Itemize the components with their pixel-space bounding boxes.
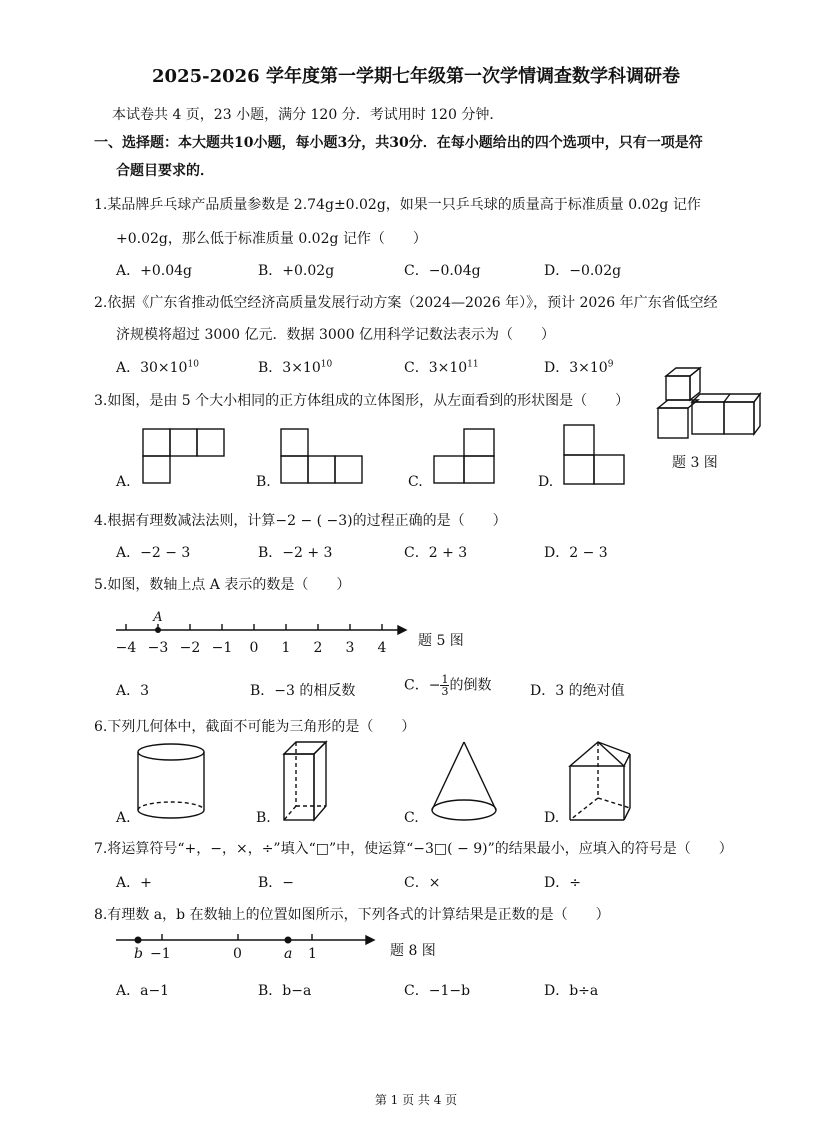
- q8-option-d: D．b÷a: [544, 983, 599, 999]
- q8-option-b: B．b−a: [258, 983, 312, 999]
- q5-option-d: D．3 的绝对值: [530, 683, 625, 699]
- q3-option-b: B.: [256, 474, 271, 490]
- q5-point-a: [155, 627, 161, 633]
- q5-tick-label: 3: [345, 640, 355, 656]
- question-1-text: 1.某品牌乒乓球产品质量参数是 2.74g±0.02g，如果一只乒乓球的质量高于标准质量 0.02g 记作: [94, 197, 701, 213]
- q5-option-c: C．− $\frac{1}{3}$ 的倒数: [404, 673, 492, 698]
- q2-option-b: B．$3\times 10^{10}$: [258, 359, 333, 376]
- q2-option-c: C．$3\times 10^{11}$: [404, 359, 479, 376]
- q3-option-b-figure: [280, 428, 366, 486]
- q4-option-c: C．2 + 3: [404, 545, 468, 561]
- question-2-text: 2.依据《广东省推动低空经济高质量发展行动方案（2024—2026 年）》，预计 2026 年广东省低空经: [94, 295, 718, 311]
- q5-tick-label: 1: [281, 640, 291, 656]
- q6-option-b: B.: [256, 810, 271, 826]
- q3-figure-caption: 题 3 图: [672, 455, 718, 471]
- q2-option-d: D．$3\times 10^9$: [544, 359, 614, 376]
- q2-option-a: A．$30\times 10^{10}$: [116, 359, 199, 376]
- q7-option-b: B．−: [258, 875, 295, 891]
- q3-option-a-figure: [142, 428, 228, 486]
- q5-tick-label: −1: [211, 640, 233, 656]
- question-4-text: 4.根据有理数减法法则，计算−2 − ( −3)的过程正确的是（ ）: [94, 513, 507, 529]
- q3-option-a: A.: [116, 474, 131, 490]
- q8-label-zero: 0: [233, 946, 242, 962]
- q5-tick-label: −4: [115, 640, 137, 656]
- q3-option-d: D.: [538, 474, 554, 490]
- page-title: 2025-2026 学年度第一学期七年级第一次学情调查数学科调研卷: [152, 66, 680, 87]
- q8-label-minus-one: −1: [150, 946, 171, 962]
- question-8-text: 8.有理数 a，b 在数轴上的位置如图所示，下列各式的计算结果是正数的是（ ）: [94, 907, 610, 923]
- q8-option-c: C．−1−b: [404, 983, 471, 999]
- question-2-text-cont: 济规模将超过 3000 亿元．数据 3000 亿用科学记数法表示为（ ）: [116, 327, 556, 343]
- q8-label-b: b: [134, 946, 143, 962]
- question-1-text-cont: +0.02g，那么低于标准质量 0.02g 记作（ ）: [116, 231, 427, 247]
- q4-option-a: A．−2 − 3: [116, 545, 191, 561]
- q5-axis-arrow: [398, 626, 406, 634]
- q3-option-c-figure: [432, 428, 496, 486]
- q3-solid-figure: [656, 366, 762, 442]
- q3-option-c: C.: [408, 474, 423, 490]
- q5-option-b: B．−3 的相反数: [250, 683, 356, 699]
- q7-option-d: D．÷: [544, 875, 581, 891]
- section-heading-cont: 合题目要求的．: [116, 163, 214, 179]
- intro-text: 本试卷共 4 页，23 小题，满分 120 分．考试用时 120 分钟．: [112, 107, 504, 123]
- q8-label-a: a: [284, 946, 293, 962]
- q5-tick-label: −2: [179, 640, 201, 656]
- q5-tick-label: 0: [249, 640, 259, 656]
- question-3-text: 3.如图，是由 5 个大小相同的正方体组成的立体图形，从左面看到的形状图是（ ）: [94, 393, 630, 409]
- q6-cone-figure: [428, 740, 504, 824]
- q6-triangular-prism-figure: [566, 740, 636, 826]
- q6-option-c: C.: [404, 810, 419, 826]
- q5-option-a: A．3: [116, 683, 150, 699]
- q1-option-b: B．+0.02g: [258, 263, 335, 279]
- q5-tick-label: −3: [147, 640, 169, 656]
- q5-number-line: [114, 604, 414, 658]
- q8-label-one: 1: [308, 946, 317, 962]
- page-footer: 第 1 页 共 4 页: [374, 1093, 458, 1107]
- question-7-text: 7.将运算符号“+，−，×，÷”填入“□”中，使运算“−3□( − 9)”的结果最小，应填入的符号是（ ）: [94, 841, 733, 857]
- q3-option-d-figure: [562, 424, 626, 486]
- q8-figure-caption: 题 8 图: [390, 943, 436, 959]
- q4-option-b: B．−2 + 3: [258, 545, 333, 561]
- section-heading: 一、选择题：本大题共10小题，每小题3分，共30分．在每小题给出的四个选项中，只有一项是符: [94, 135, 703, 151]
- question-6-text: 6.下列几何体中，截面不可能为三角形的是（ ）: [94, 719, 416, 735]
- q7-option-a: A．+: [116, 875, 152, 891]
- q1-option-c: C．−0.04g: [404, 263, 481, 279]
- q6-prism-figure: [280, 740, 336, 826]
- q1-option-d: D．−0.02g: [544, 263, 622, 279]
- q1-option-a: A．+0.04g: [116, 263, 192, 279]
- q5-point-label: A: [153, 610, 163, 625]
- q6-option-d: D.: [544, 810, 560, 826]
- q5-figure-caption: 题 5 图: [418, 633, 464, 649]
- q6-option-a: A.: [116, 810, 131, 826]
- question-5-text: 5.如图，数轴上点 A 表示的数是（ ）: [94, 577, 351, 593]
- q6-cylinder-figure: [136, 742, 208, 822]
- q4-option-d: D．2 − 3: [544, 545, 608, 561]
- q8-option-a: A．a−1: [116, 983, 170, 999]
- q5-tick-label: 4: [377, 640, 387, 656]
- q5-tick-label: 2: [313, 640, 323, 656]
- q7-option-c: C．×: [404, 875, 441, 891]
